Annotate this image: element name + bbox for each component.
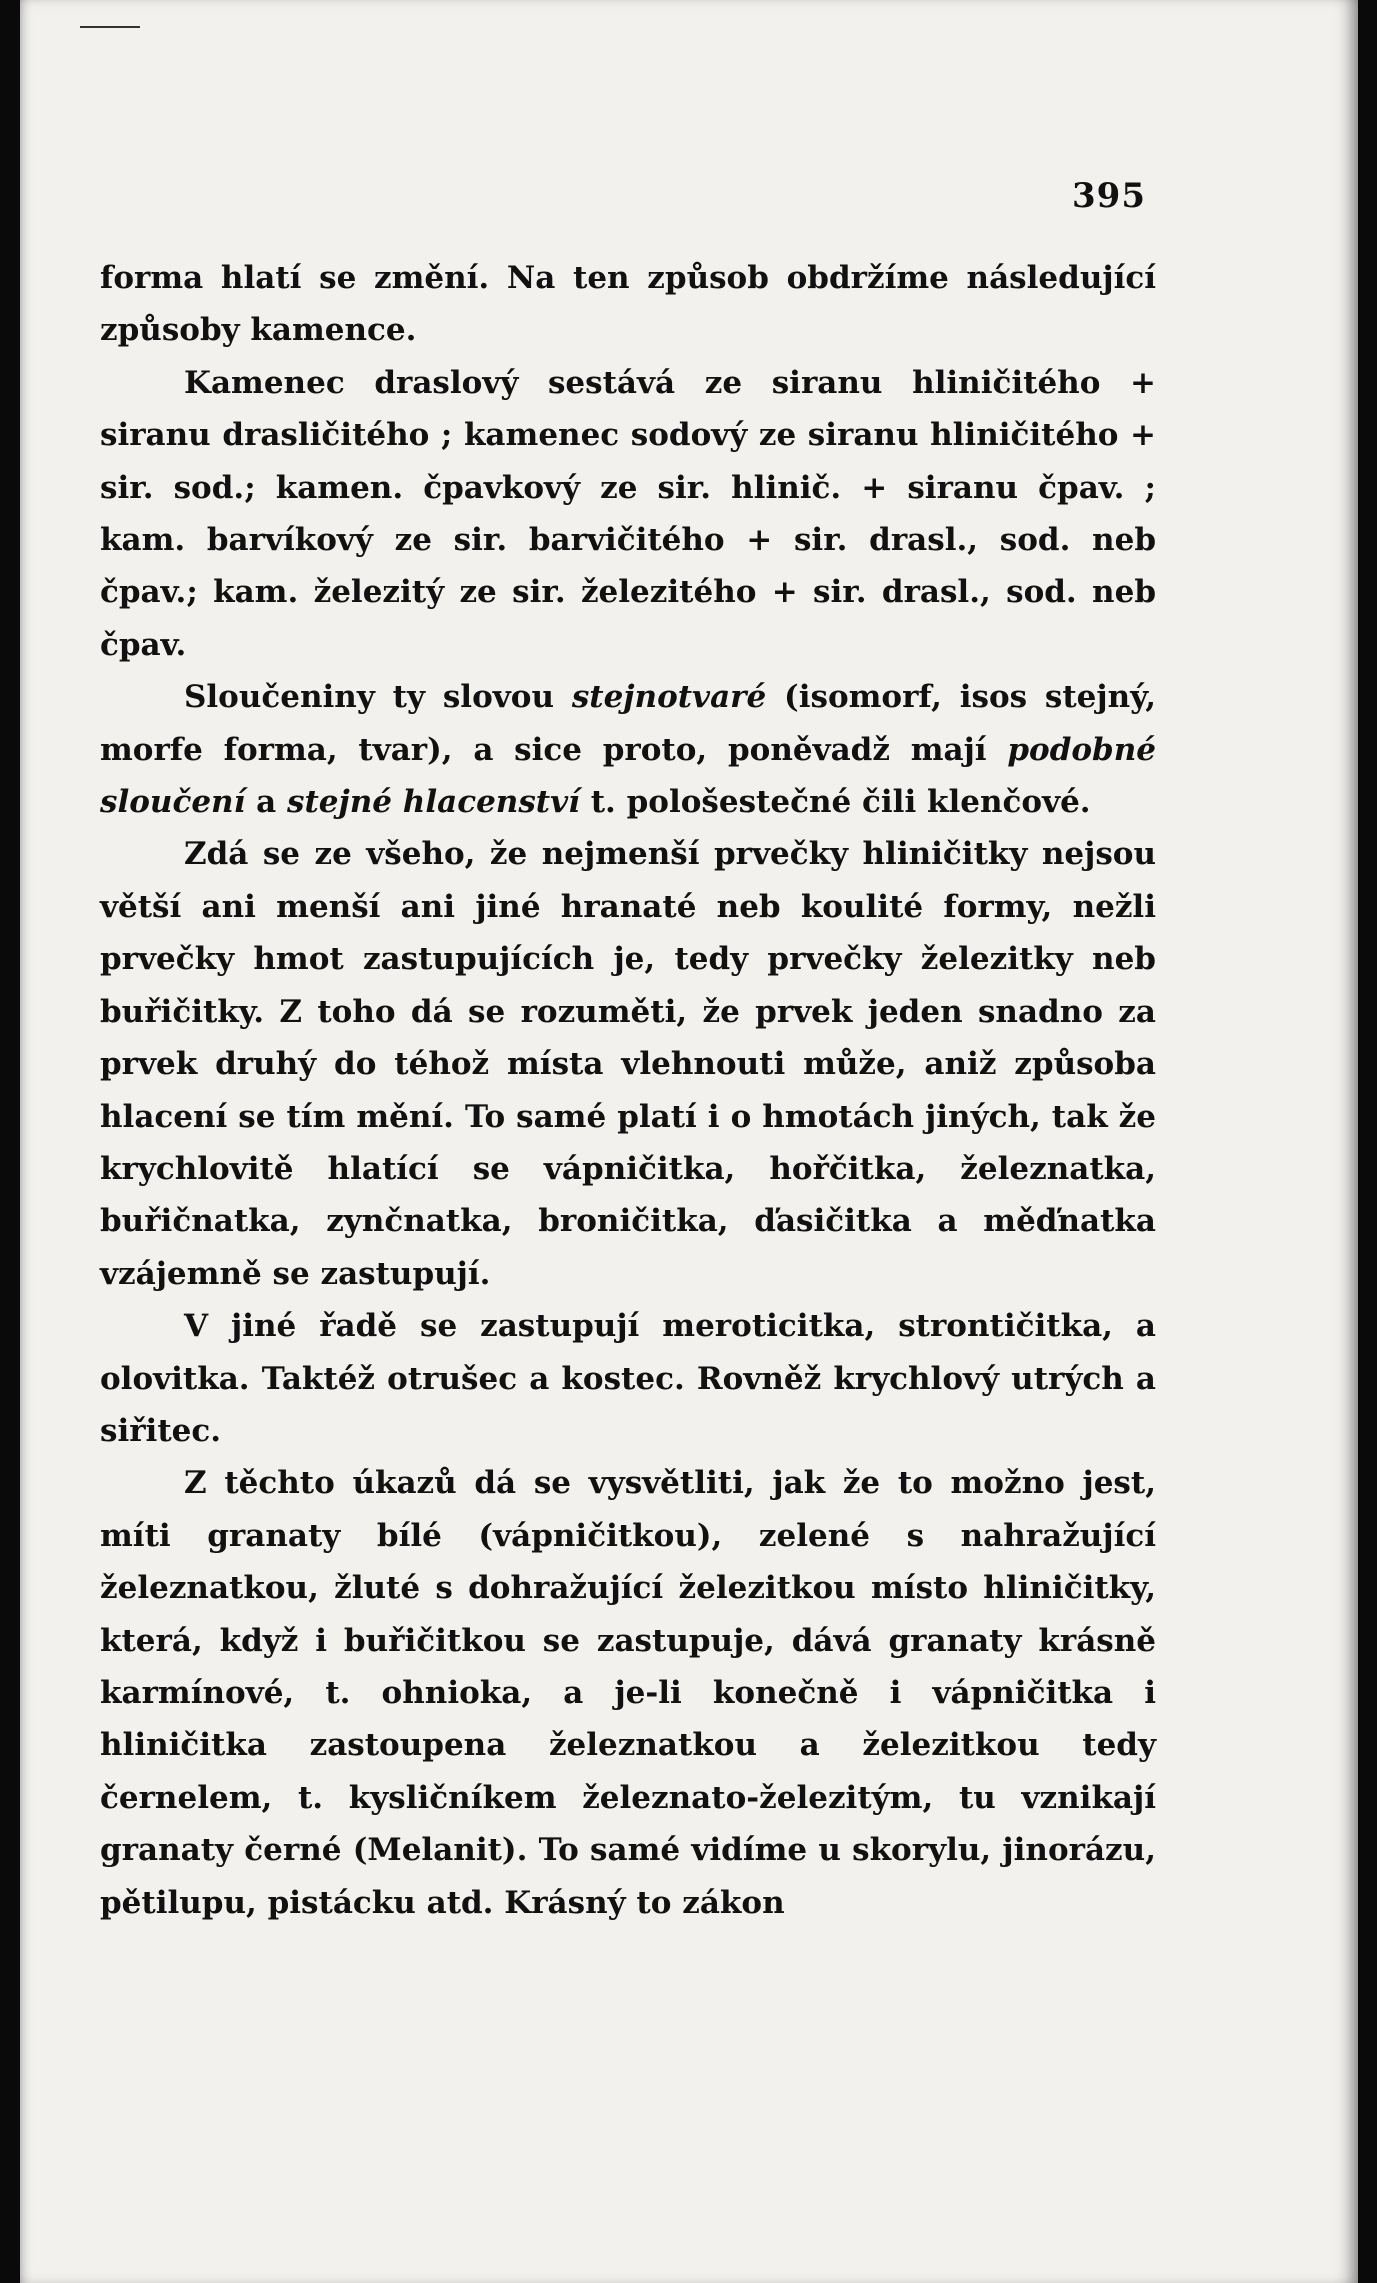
- paragraph: [100, 357, 1156, 671]
- paragraph: [100, 1457, 1156, 1929]
- paragraph: [100, 252, 1156, 357]
- italic-term: podobné sloučení: [100, 731, 1156, 821]
- text-run: (isomorf, isos stejný, morfe forma, tvar), a sice proto, poněvadž mají: [100, 679, 1156, 768]
- text-run: forma hlatí se změní. Na ten způsob obdržíme následující způsoby kamence.: [100, 260, 1156, 349]
- italic-term: stejnotvaré: [571, 679, 767, 716]
- italic-term: stejné hlacenství: [287, 784, 580, 821]
- paragraph: [100, 1300, 1156, 1457]
- paragraph: [100, 671, 1156, 828]
- text-run: Z těchto úkazů dá se vysvětliti, jak že to možno jest, míti granaty bílé (vápničitkou), zelené s nahražující železnatkou, žluté s dohražující železitkou místo hliničitky, která, když i buřičitkou se zastupuje, dává granaty krásně karmínové, t. ohnioka, a je-li konečně i vápničitka i hliničitka zastoupena železnatkou a železitkou tedy černelem, t. kysličníkem železnato-železitým, tu vznikají granaty černé (Melanit). To samé vidíme u skorylu, jinorázu, pětilupu, pistácku atd. Krásný to zákon: [100, 1465, 1156, 1921]
- top-edge-mark: [80, 26, 140, 28]
- text-run: a: [245, 784, 288, 821]
- text-run: V jiné řadě se zastupují meroticitka, strontičitka, a olovitka. Taktéž otrušec a kostec. Rovněž krychlový utrých a siřitec.: [100, 1308, 1156, 1449]
- text-run: Zdá se ze všeho, že nejmenší prvečky hliničitky nejsou větší ani menší ani jiné hranaté neb koulité formy, nežli prvečky hmot zastupujících je, tedy prvečky železitky neb buřičitky. Z toho dá se rozuměti, že prvek jeden snadno za prvek druhý do téhož místa vlehnouti může, aniž způsoba hlacení se tím mění. To samé platí i o hmotách jiných, tak že krychlovitě hlatící se vápničitka, hořčitka, železnatka, buřičnatka, zynčnatka, broničitka, ďasičitka a měďnatka vzájemně se zastupují.: [100, 836, 1156, 1292]
- body-text: [100, 252, 1156, 1929]
- text-run: t. pološestečné čili klenčové.: [579, 784, 1091, 821]
- book-page: [20, 0, 1358, 2283]
- page-number: 395: [1072, 176, 1146, 216]
- paragraph: [100, 828, 1156, 1300]
- text-run: Kamenec draslový sestává ze siranu hliničitého + siranu drasličitého ; kamenec sodový ze siranu hliničitého + sir. sod.; kamen. čpavkový ze sir. hlinič. + siranu čpav. ; kam. barvíkový ze sir. barvičitého + sir. drasl., sod. neb čpav.; kam. železitý ze sir. železitého + sir. drasl., sod. neb čpav.: [100, 364, 1156, 663]
- text-run: Sloučeniny ty slovou: [184, 679, 572, 716]
